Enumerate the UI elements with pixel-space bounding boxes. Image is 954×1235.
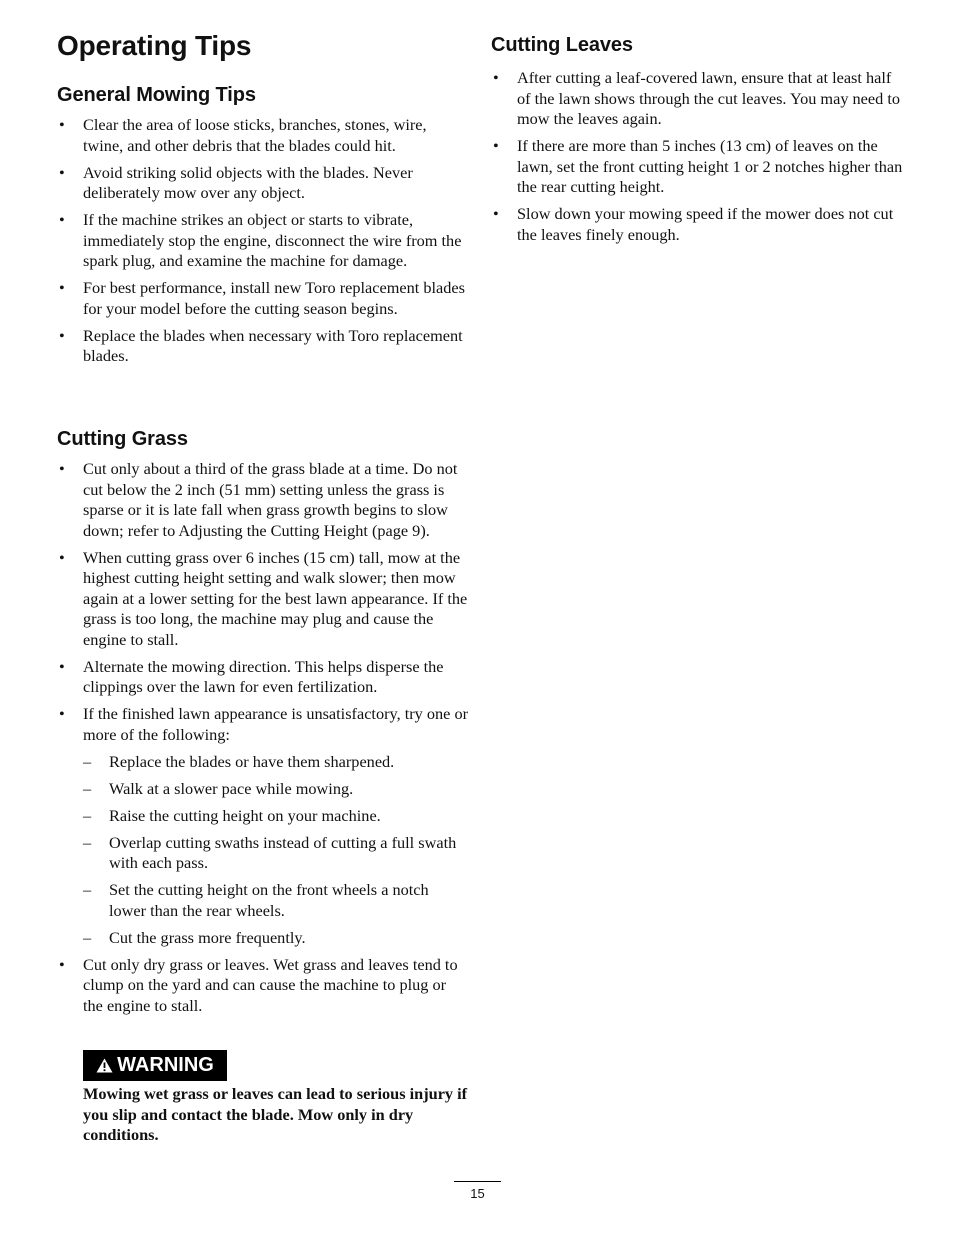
list-item: • If there are more than 5 inches (13 cm) of leaves on the lawn, set the front cutting height 1 or 2 notches higher than the rear cutting height. bbox=[491, 136, 903, 198]
warning-triangle-icon bbox=[96, 1058, 113, 1073]
sub-list-item: – Cut the grass more frequently. bbox=[83, 928, 469, 949]
list-item: • Avoid striking solid objects with the blades. Never deliberately mow over any object. bbox=[57, 163, 469, 204]
cutting-leaves-list bbox=[491, 68, 903, 252]
warning-label: WARNING bbox=[117, 1054, 214, 1076]
general-mowing-tips-list bbox=[57, 115, 469, 373]
sub-list-item: – Overlap cutting swaths instead of cutting a full swath with each pass. bbox=[83, 833, 469, 874]
warning-text: Mowing wet grass or leaves can lead to serious injury if you slip and contact the blade. Mow only in dry conditions. bbox=[83, 1084, 468, 1144]
sub-list bbox=[83, 752, 469, 949]
list-item: • After cutting a leaf-covered lawn, ensure that at least half of the lawn shows through the cut leaves. You may need to mow the leaves again. bbox=[491, 68, 903, 130]
list-item: • For best performance, install new Toro replacement blades for your model before the cutting season begins. bbox=[57, 278, 469, 319]
sub-list-item: – Set the cutting height on the front wheels a notch lower than the rear wheels. bbox=[83, 880, 469, 921]
list-item bbox=[57, 704, 469, 948]
list-item: • When cutting grass over 6 inches (15 cm) tall, mow at the highest cutting height setting and walk slower; then mow again at a lower setting for the best lawn appearance. If the grass is too long, the machine may plug and cause the engine to stall. bbox=[57, 548, 469, 651]
list-item: • Clear the area of loose sticks, branches, stones, wire, twine, and other debris that the blades could hit. bbox=[57, 115, 469, 156]
footer-divider bbox=[454, 1181, 501, 1182]
cutting-grass-list bbox=[57, 459, 469, 1023]
page-title: Operating Tips bbox=[57, 30, 252, 61]
list-item: • Cut only about a third of the grass blade at a time. Do not cut below the 2 inch (51 mm) setting unless the grass is sparse or it is late fall when grass growth begins to slow down; refer to Adjusting the Cutting Height (page 9). bbox=[57, 459, 469, 541]
cutting-leaves-heading: Cutting Leaves bbox=[491, 34, 633, 56]
cutting-grass-heading: Cutting Grass bbox=[57, 428, 188, 450]
list-item: • Slow down your mowing speed if the mower does not cut the leaves finely enough. bbox=[491, 204, 903, 245]
sub-list-item: – Walk at a slower pace while mowing. bbox=[83, 779, 469, 800]
list-item: • Alternate the mowing direction. This helps disperse the clippings over the lawn for even fertilization. bbox=[57, 657, 469, 698]
sub-list-item: – Raise the cutting height on your machine. bbox=[83, 806, 469, 827]
list-item: • If the machine strikes an object or starts to vibrate, immediately stop the engine, disconnect the wire from the spark plug, and examine the machine for damage. bbox=[57, 210, 469, 272]
list-item-text: If the finished lawn appearance is unsatisfactory, try one or more of the following: bbox=[83, 704, 469, 744]
list-item: • Replace the blades when necessary with Toro replacement blades. bbox=[57, 326, 469, 367]
sub-list-item: – Replace the blades or have them sharpened. bbox=[83, 752, 469, 773]
list-item: • Cut only dry grass or leaves. Wet grass and leaves tend to clump on the yard and can cause the machine to plug or the engine to stall. bbox=[57, 955, 469, 1017]
warning-badge bbox=[83, 1050, 227, 1081]
page-number: 15 bbox=[470, 1186, 485, 1201]
general-mowing-tips-heading: General Mowing Tips bbox=[57, 84, 256, 106]
